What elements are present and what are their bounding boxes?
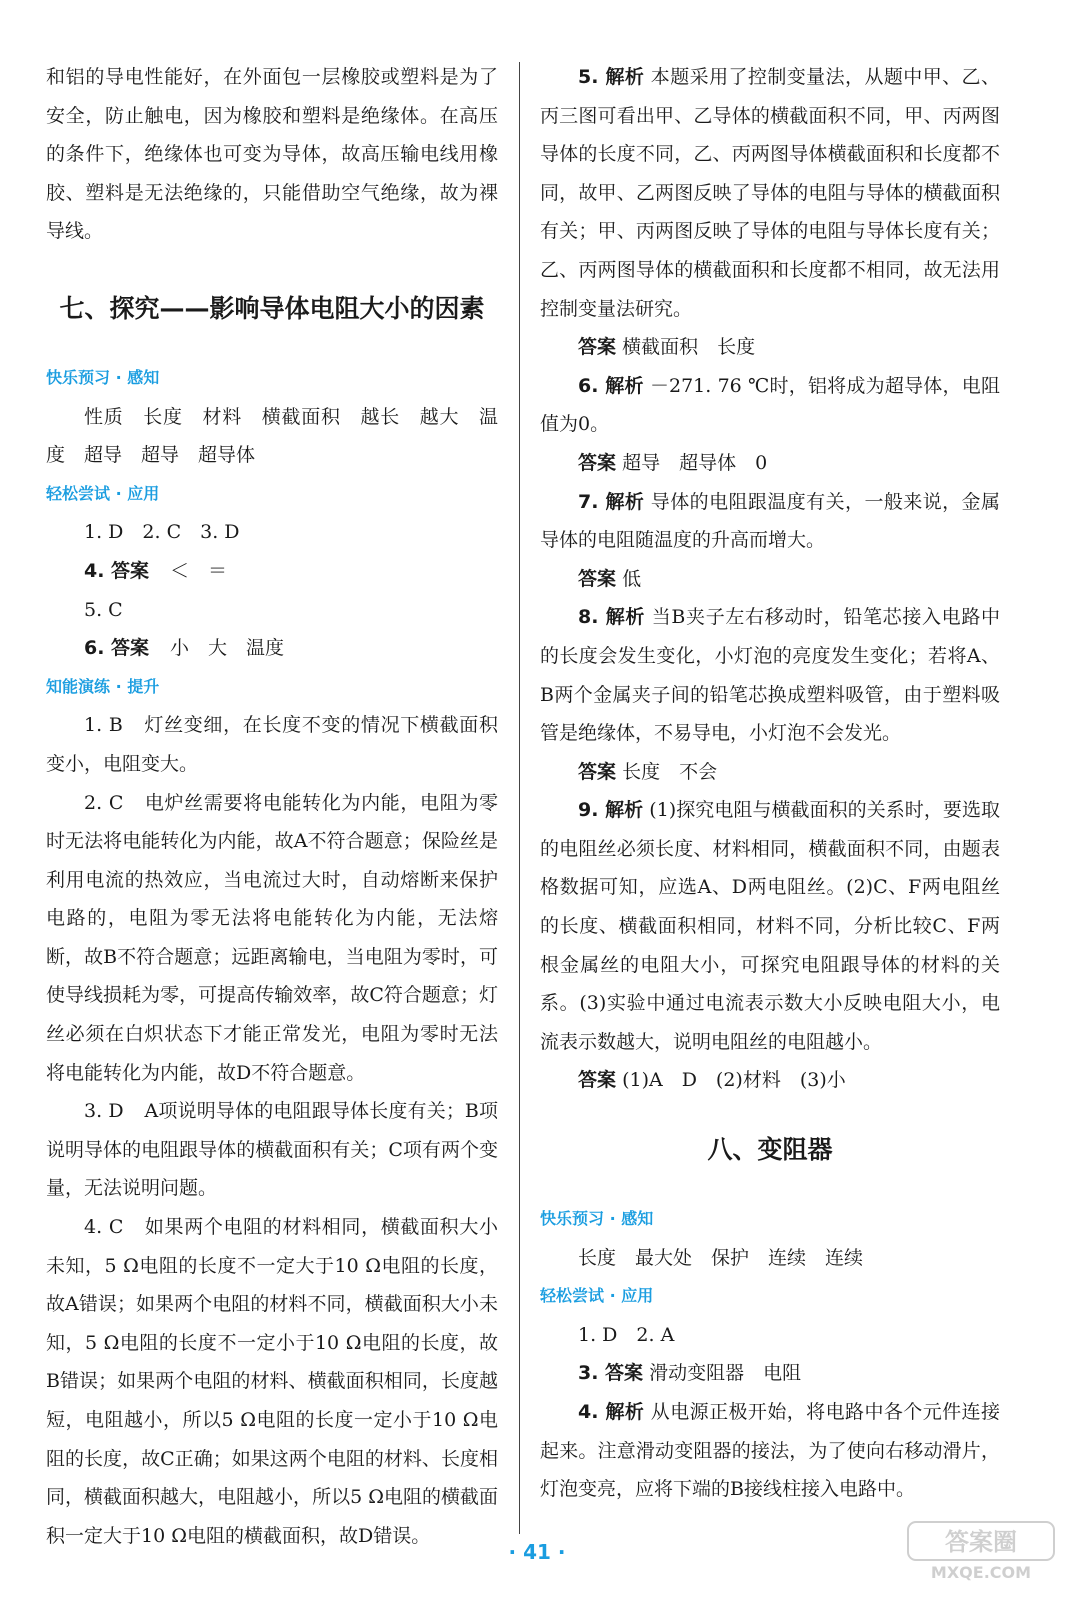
left-column <box>46 58 498 1555</box>
practice-item-3 <box>46 1092 498 1208</box>
try2-q3 <box>540 1354 1000 1393</box>
analysis-text: (1)探究电阻与横截面积的关系时，要选取的电阻丝必须长度、材料相同，横截面积不同，由题表格数据可知，应选A、D两电阻丝。(2)C、F两电阻丝的长度、横截面积相同，材料不同，分析比较C、F两根金属丝的电阻大小，可探究电阻跟导体的材料的关系。(3)实验中通过电流表示数大小反映电阻大小，电流表示数越大，说明电阻丝的电阻越小。 <box>540 799 1000 1053</box>
answer-9 <box>540 1061 1000 1100</box>
answer-text: 长度 不会 <box>622 760 718 783</box>
answer-label: 答案 <box>578 760 617 783</box>
practice-item-1 <box>46 706 498 783</box>
item-text: 灯丝变细，在长度不变的情况下横截面积变小，电阻变大。 <box>46 714 498 775</box>
item-text: A项说明导体的电阻跟导体长度有关；B项说明导体的电阻跟导体的横截面积有关；C项有两个变量，无法说明问题。 <box>46 1100 499 1200</box>
answer-5 <box>540 328 1000 367</box>
subhead-try-2: 轻松尝试 · 应用 <box>540 1286 654 1306</box>
try-q4 <box>46 552 498 591</box>
continued-paragraph: 和铝的导电性能好，在外面包一层橡胶或塑料是为了安全，防止触电，因为橡胶和塑料是绝缘体。在高压的条件下，绝缘体也可变为导体，故高压输电线用橡胶、塑料是无法绝缘的，只能借助空气绝缘，故为裸导线。 <box>46 66 498 243</box>
subhead-preview-2: 快乐预习 · 感知 <box>540 1209 654 1229</box>
answer-7 <box>540 560 1000 599</box>
page-number: · 41 · <box>508 1540 566 1564</box>
watermark-logo <box>906 1520 1056 1582</box>
answer-text: 横截面积 长度 <box>622 336 756 359</box>
analysis-label: 7. 解析 <box>578 490 645 513</box>
analysis-6 <box>540 367 1000 444</box>
try-q6 <box>46 629 498 668</box>
analysis-text: 从电源正极开始，将电路中各个元件连接起来。注意滑动变阻器的接法，为了使向右移动滑片，灯泡变亮，应将下端的B接线柱接入电路中。 <box>540 1401 1000 1501</box>
subhead-try: 轻松尝试 · 应用 <box>46 483 160 503</box>
item-label: 4. C <box>84 1216 124 1239</box>
item-label: 1. B <box>84 714 123 737</box>
section-title-7: 七、探究——影响导体电阻大小的因素 <box>59 293 485 323</box>
preview-answers: 性质 长度 材料 横截面积 越长 越大 温度 超导 超导 超导体 <box>46 405 498 467</box>
analysis-5 <box>540 58 1000 328</box>
answer-text: 滑动变阻器 电阻 <box>649 1362 802 1385</box>
watermark-bottom: MXQE.COM <box>930 1563 1032 1582</box>
answer-text: 超导 超导体 0 <box>622 451 768 474</box>
analysis-text: 本题采用了控制变量法，从题中甲、乙、丙三图可看出甲、乙导体的横截面积不同，甲、丙两图导体的长度不同，乙、丙两图导体横截面积和长度都不同，故甲、乙两图反映了导体的电阻与导体的横截面积有关；甲、丙两图反映了导体的电阻与导体长度有关；乙、丙两图导体的横截面积和长度都不相同，故无法用控制变量法研究。 <box>540 66 1000 320</box>
analysis-label: 5. 解析 <box>578 66 645 88</box>
analysis-text: 导体的电阻跟温度有关，一般来说，金属导体的电阻随温度的升高而增大。 <box>540 490 1000 552</box>
section-title-8: 八、变阻器 <box>707 1135 833 1165</box>
answer-6 <box>540 444 1000 483</box>
analysis-7 <box>540 483 1000 560</box>
analysis-label: 4. 解析 <box>578 1401 645 1423</box>
subhead-preview: 快乐预习 · 感知 <box>46 367 160 387</box>
try2-q1-2: 1. D 2. A <box>578 1323 675 1346</box>
item-text: 电炉丝需要将电能转化为内能，电阻为零时无法将电能转化为内能，故A不符合题意；保险丝是利用电流的热效应，当电流过大时，自动熔断来保护电路的，电阻为零无法将电能转化为内能，无法熔断，故B不符合题意；远距离输电，当电阻为零时，可使导线损耗为零，可提高传输效率，故C符合题意；灯丝必须在白炽状态下才能正常发光，电阻为零时无法将电能转化为内能，故D不符合题意。 <box>46 791 498 1084</box>
watermark-top: 答案圈 <box>945 1528 1017 1556</box>
try-q5: 5. C <box>84 598 123 621</box>
answer-8 <box>540 753 1000 792</box>
answer-label: 3. 答案 <box>578 1362 644 1385</box>
preview-answers-2: 长度 最大处 保护 连续 连续 <box>578 1246 864 1269</box>
item-text: 如果两个电阻的材料相同，横截面积大小未知，5 Ω电阻的长度不一定大于10 Ω电阻的长度，故A错误；如果两个电阻的材料不同，横截面积大小未知，5 Ω电阻的长度不一定小于10 Ω电阻的长度，故B错误；如果两个电阻的材料、横截面积相同，长度越短，电阻越小，所以5 Ω电阻的长度一定小于10 Ω电阻的长度，故C正确；如果这两个电阻的材料、长度相同，横截面积越大，电阻越小，所以5 Ω电阻的横截面积一定大于10 Ω电阻的横截面积，故D错误。 <box>46 1216 498 1547</box>
analysis-label: 9. 解析 <box>578 799 644 822</box>
answer-text: 小 大 温度 <box>169 637 284 660</box>
answer-label: 4. 答案 <box>84 559 150 582</box>
analysis-9 <box>540 791 1000 1061</box>
answer-label: 6. 答案 <box>84 637 150 660</box>
analysis-8 <box>540 598 1000 752</box>
practice-item-2 <box>46 784 498 1093</box>
answer-text: 低 <box>622 567 642 590</box>
practice-item-4 <box>46 1208 498 1555</box>
right-column <box>540 58 1000 1509</box>
answer-text: (1)A D (2)材料 (3)小 <box>622 1069 846 1092</box>
analysis-label: 6. 解析 <box>578 374 644 397</box>
answer-text: ＜ ＝ <box>169 559 227 582</box>
item-label: 3. D <box>84 1100 124 1123</box>
analysis-text: －271. 76 ℃时，铝将成为超导体，电阻值为0。 <box>540 374 1000 436</box>
try2-q4 <box>540 1393 1000 1509</box>
analysis-label: 8. 解析 <box>578 606 646 629</box>
answer-label: 答案 <box>578 1069 617 1092</box>
column-divider <box>519 62 520 1534</box>
answer-label: 答案 <box>578 451 617 474</box>
analysis-text: 当B夹子左右移动时，铅笔芯接入电路中的长度会发生变化，小灯泡的亮度发生变化；若将A、B两个金属夹子间的铅笔芯换成塑料吸管，由于塑料吸管是绝缘体，不易导电，小灯泡不会发光。 <box>540 606 1000 745</box>
answer-label: 答案 <box>578 336 617 359</box>
item-label: 2. C <box>84 791 124 814</box>
subhead-practice: 知能演练 · 提升 <box>46 676 160 696</box>
answer-label: 答案 <box>578 567 617 590</box>
try-q1-3: 1. D 2. C 3. D <box>84 521 240 544</box>
